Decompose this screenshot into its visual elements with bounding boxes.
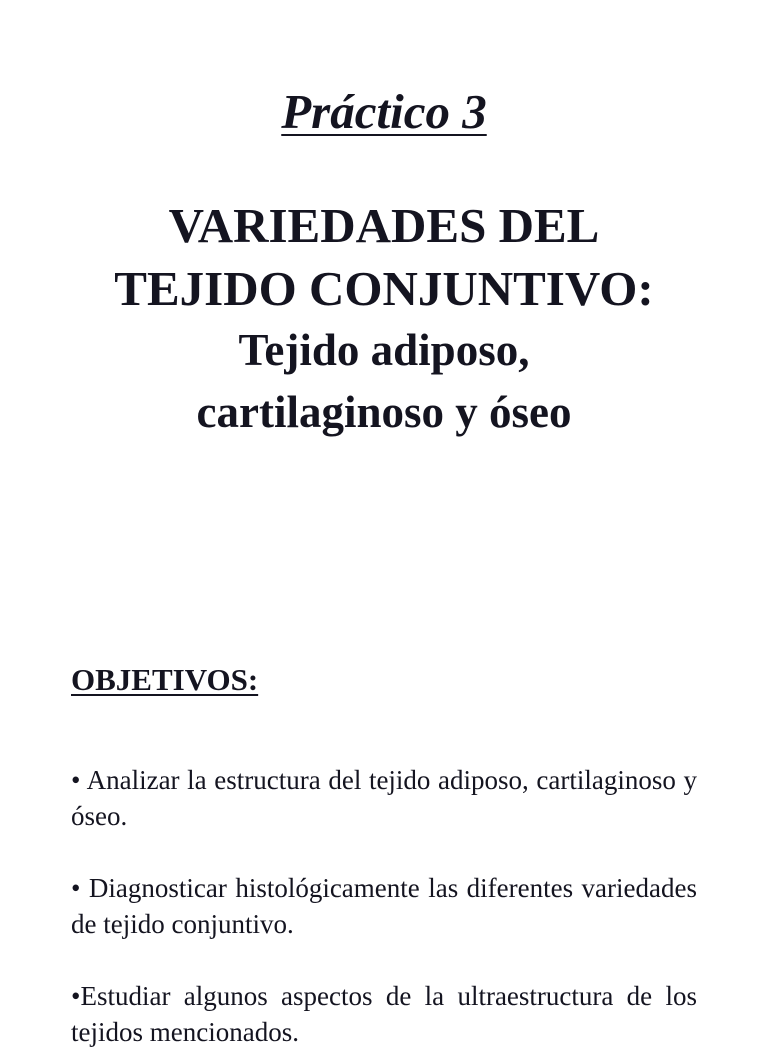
bullet-icon: •	[71, 981, 81, 1011]
practice-number-heading: Práctico 3	[281, 84, 487, 139]
objective-item-1	[71, 762, 697, 834]
objective-text-2: Diagnosticar histológicamente las diferentes variedades de tejido conjuntivo.	[71, 873, 697, 939]
bullet-icon: •	[71, 873, 89, 903]
objective-item-3	[71, 978, 697, 1050]
objectives-heading: OBJETIVOS:	[71, 662, 259, 697]
objective-text-1: Analizar la estructura del tejido adiposo, cartilaginoso y óseo.	[71, 765, 698, 831]
bullet-icon: •	[71, 765, 87, 795]
objective-item-2	[71, 870, 697, 942]
objective-text-3: Estudiar algunos aspectos de la ultraestructura de los tejidos mencionados.	[71, 981, 697, 1047]
subtitle-line-2: cartilaginoso y óseo	[196, 387, 572, 437]
subtitle-line-1: Tejido adiposo,	[238, 325, 530, 375]
title-line-2: TEJIDO CONJUNTIVO:	[114, 261, 654, 316]
title-line-1: VARIEDADES DEL	[168, 198, 600, 253]
